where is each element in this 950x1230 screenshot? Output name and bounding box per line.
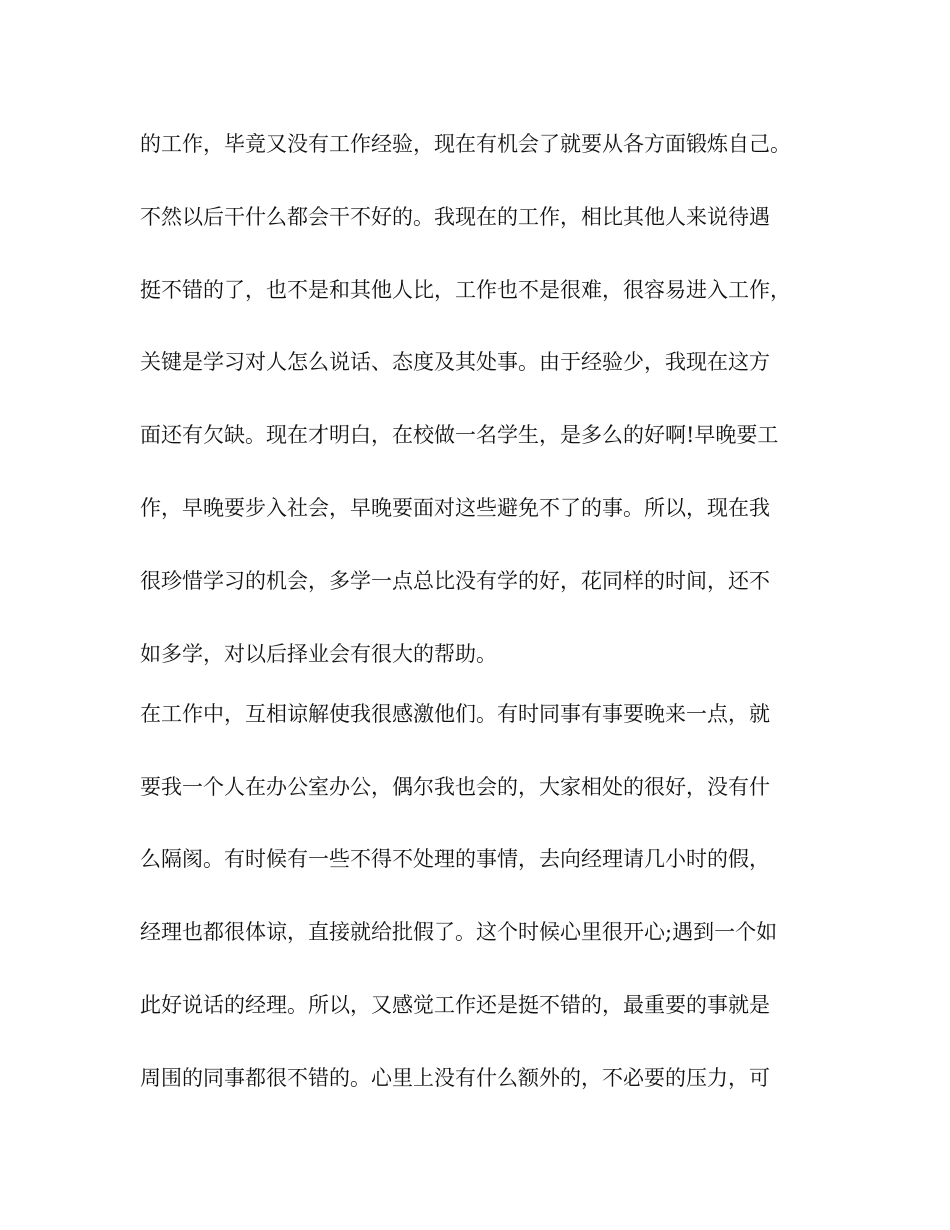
text-line-11: 么隔阂。有时候有一些不得不处理的事情，去向经理请几小时的假， bbox=[140, 847, 770, 871]
text-line-8: 如多学，对以后择业会有很大的帮助。 bbox=[140, 642, 497, 666]
text-line-14: 周围的同事都很不错的。心里上没有什么额外的，不必要的压力，可 bbox=[140, 1066, 770, 1090]
text-line-12: 经理也都很体谅，直接就给批假了。这个时候心里很开心;遇到一个如 bbox=[140, 920, 778, 944]
text-line-7: 很珍惜学习的机会，多学一点总比没有学的好，花同样的时间，还不 bbox=[140, 569, 770, 593]
text-line-10: 要我一个人在办公室办公，偶尔我也会的，大家相处的很好，没有什 bbox=[140, 775, 770, 799]
text-line-4: 关键是学习对人怎么说话、态度及其处事。由于经验少，我现在这方 bbox=[140, 350, 770, 374]
text-line-9: 在工作中，互相谅解使我很感激他们。有时同事有事要晚来一点，就 bbox=[140, 702, 770, 726]
text-line-6: 作，早晚要步入社会，早晚要面对这些避免不了的事。所以，现在我 bbox=[140, 496, 770, 520]
text-line-3: 挺不错的了，也不是和其他人比，工作也不是很难，很容易进入工作， bbox=[140, 278, 791, 302]
text-line-1: 的工作，毕竟又没有工作经验，现在有机会了就要从各方面锻炼自己。 bbox=[140, 132, 791, 156]
text-line-13: 此好说话的经理。所以，又感觉工作还是挺不错的，最重要的事就是 bbox=[140, 993, 770, 1017]
text-line-2: 不然以后干什么都会干不好的。我现在的工作，相比其他人来说待遇 bbox=[140, 205, 770, 229]
text-line-5: 面还有欠缺。现在才明白，在校做一名学生，是多么的好啊!早晚要工 bbox=[140, 423, 779, 447]
